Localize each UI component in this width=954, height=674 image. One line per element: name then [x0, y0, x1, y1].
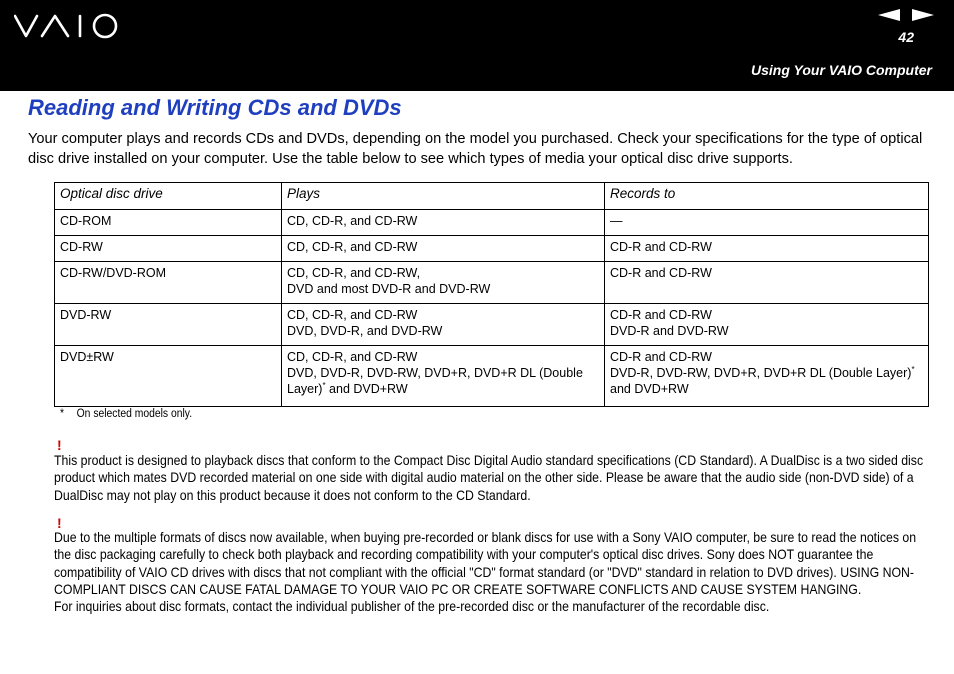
table-row — [55, 210, 929, 236]
plays-line: CD, CD-R, and CD-RW — [287, 350, 418, 364]
compatibility-note: Due to the multiple formats of discs now available, when buying pre-recorded or blank discs for use with a Sony VAIO computer, be sure to read the notices on the disc packaging carefully to check both playback and recording compatibility with your computer's optical disc drives. Sony does NOT guarantee the compatibility of VAIO CD drives with discs that not compliant with the official "CD" format standard (or "DVD" standard in relation to DVD drives). USING NON-COMPLIANT DISCS CAN CAUSE FATAL DAMAGE TO YOUR VAIO PC OR CREATE SOFTWARE CONFLICTS AND CAUSE SYSTEM HANGING. — [54, 530, 917, 597]
plays-cell — [282, 236, 605, 262]
plays-cell — [282, 346, 605, 407]
inquiries-note: For inquiries about disc formats, contact the individual publisher of the pre-recorded disc or the manufacturer of the recordable disc. — [54, 599, 770, 615]
table-row — [55, 304, 929, 346]
records-line: CD-R and CD-RW — [610, 240, 712, 254]
table-footnote — [60, 408, 192, 420]
records-line: CD-R and CD-RW — [610, 308, 712, 322]
footnote-mark: * — [60, 408, 65, 420]
warning-icon: ! — [57, 437, 62, 453]
records-line: — — [610, 214, 623, 228]
page-header — [0, 0, 954, 91]
drive-cell: DVD±RW — [55, 346, 282, 407]
records-cell — [605, 236, 929, 262]
plays-line: and DVD+RW — [325, 382, 408, 396]
records-cell — [605, 210, 929, 236]
plays-line: CD, CD-R, and CD-RW — [287, 240, 418, 254]
dualdisc-note: This product is designed to playback discs that conform to the Compact Disc Digital Audio standard specifications (CD Standard). A DualDisc is a two sided disc product which mates DVD recorded material on one side with digital audio material on the other side. Please be aware that the audio side (non-DVD side) of a DualDisc may not play on this product because it does not conform to the CD Standard. — [54, 453, 924, 503]
warning-icon: ! — [57, 515, 62, 531]
plays-line: DVD and most DVD-R and DVD-RW — [287, 282, 491, 296]
footnote-ref: * — [322, 380, 326, 390]
page-title: Reading and Writing CDs and DVDs — [28, 95, 402, 120]
disc-format-note — [54, 529, 932, 615]
intro-paragraph: Your computer plays and records CDs and DVDs, depending on the model you purchased. Check your specifications for the type of optical disc drive installed on your computer. Use the table below to see which types of media your optical disc drive supports. — [28, 131, 923, 167]
plays-line: DVD, DVD-R, DVD-RW, DVD+R, DVD+R DL (Double — [287, 366, 583, 380]
media-support-table — [54, 182, 929, 407]
column-header: Plays — [282, 183, 605, 210]
plays-line: Layer) — [287, 382, 323, 396]
table-header-row — [55, 183, 929, 210]
vaio-logo — [14, 12, 120, 40]
drive-cell: DVD-RW — [55, 304, 282, 346]
column-header: Optical disc drive — [55, 183, 282, 210]
records-line: DVD-R and DVD-RW — [610, 324, 729, 338]
table-row — [55, 236, 929, 262]
records-cell — [605, 346, 929, 407]
plays-line: CD, CD-R, and CD-RW, — [287, 266, 421, 280]
arrow-right-icon[interactable] — [912, 9, 934, 21]
plays-cell — [282, 304, 605, 346]
records-line: CD-R and CD-RW — [610, 350, 712, 364]
plays-line: CD, CD-R, and CD-RW — [287, 308, 418, 322]
records-line: and DVD+RW — [610, 382, 689, 396]
table-row — [55, 262, 929, 304]
column-header: Records to — [605, 183, 929, 210]
footnote-text: On selected models only. — [76, 408, 193, 420]
records-line: DVD-R, DVD-RW, DVD+R, DVD+R DL (Double Layer) — [610, 366, 912, 380]
plays-line: DVD, DVD-R, and DVD-RW — [287, 324, 443, 338]
drive-cell: CD-RW/DVD-ROM — [55, 262, 282, 304]
records-cell — [605, 304, 929, 346]
footnote-ref: * — [911, 364, 915, 374]
drive-cell: CD-RW — [55, 236, 282, 262]
records-cell — [605, 262, 929, 304]
records-line: CD-R and CD-RW — [610, 266, 712, 280]
section-name: Using Your VAIO Computer — [751, 62, 932, 78]
table-row — [55, 346, 929, 407]
arrow-left-icon[interactable] — [878, 9, 900, 21]
plays-cell — [282, 262, 605, 304]
plays-cell — [282, 210, 605, 236]
page-number: 42 — [898, 29, 914, 45]
plays-line: CD, CD-R, and CD-RW — [287, 214, 418, 228]
drive-cell: CD-ROM — [55, 210, 282, 236]
